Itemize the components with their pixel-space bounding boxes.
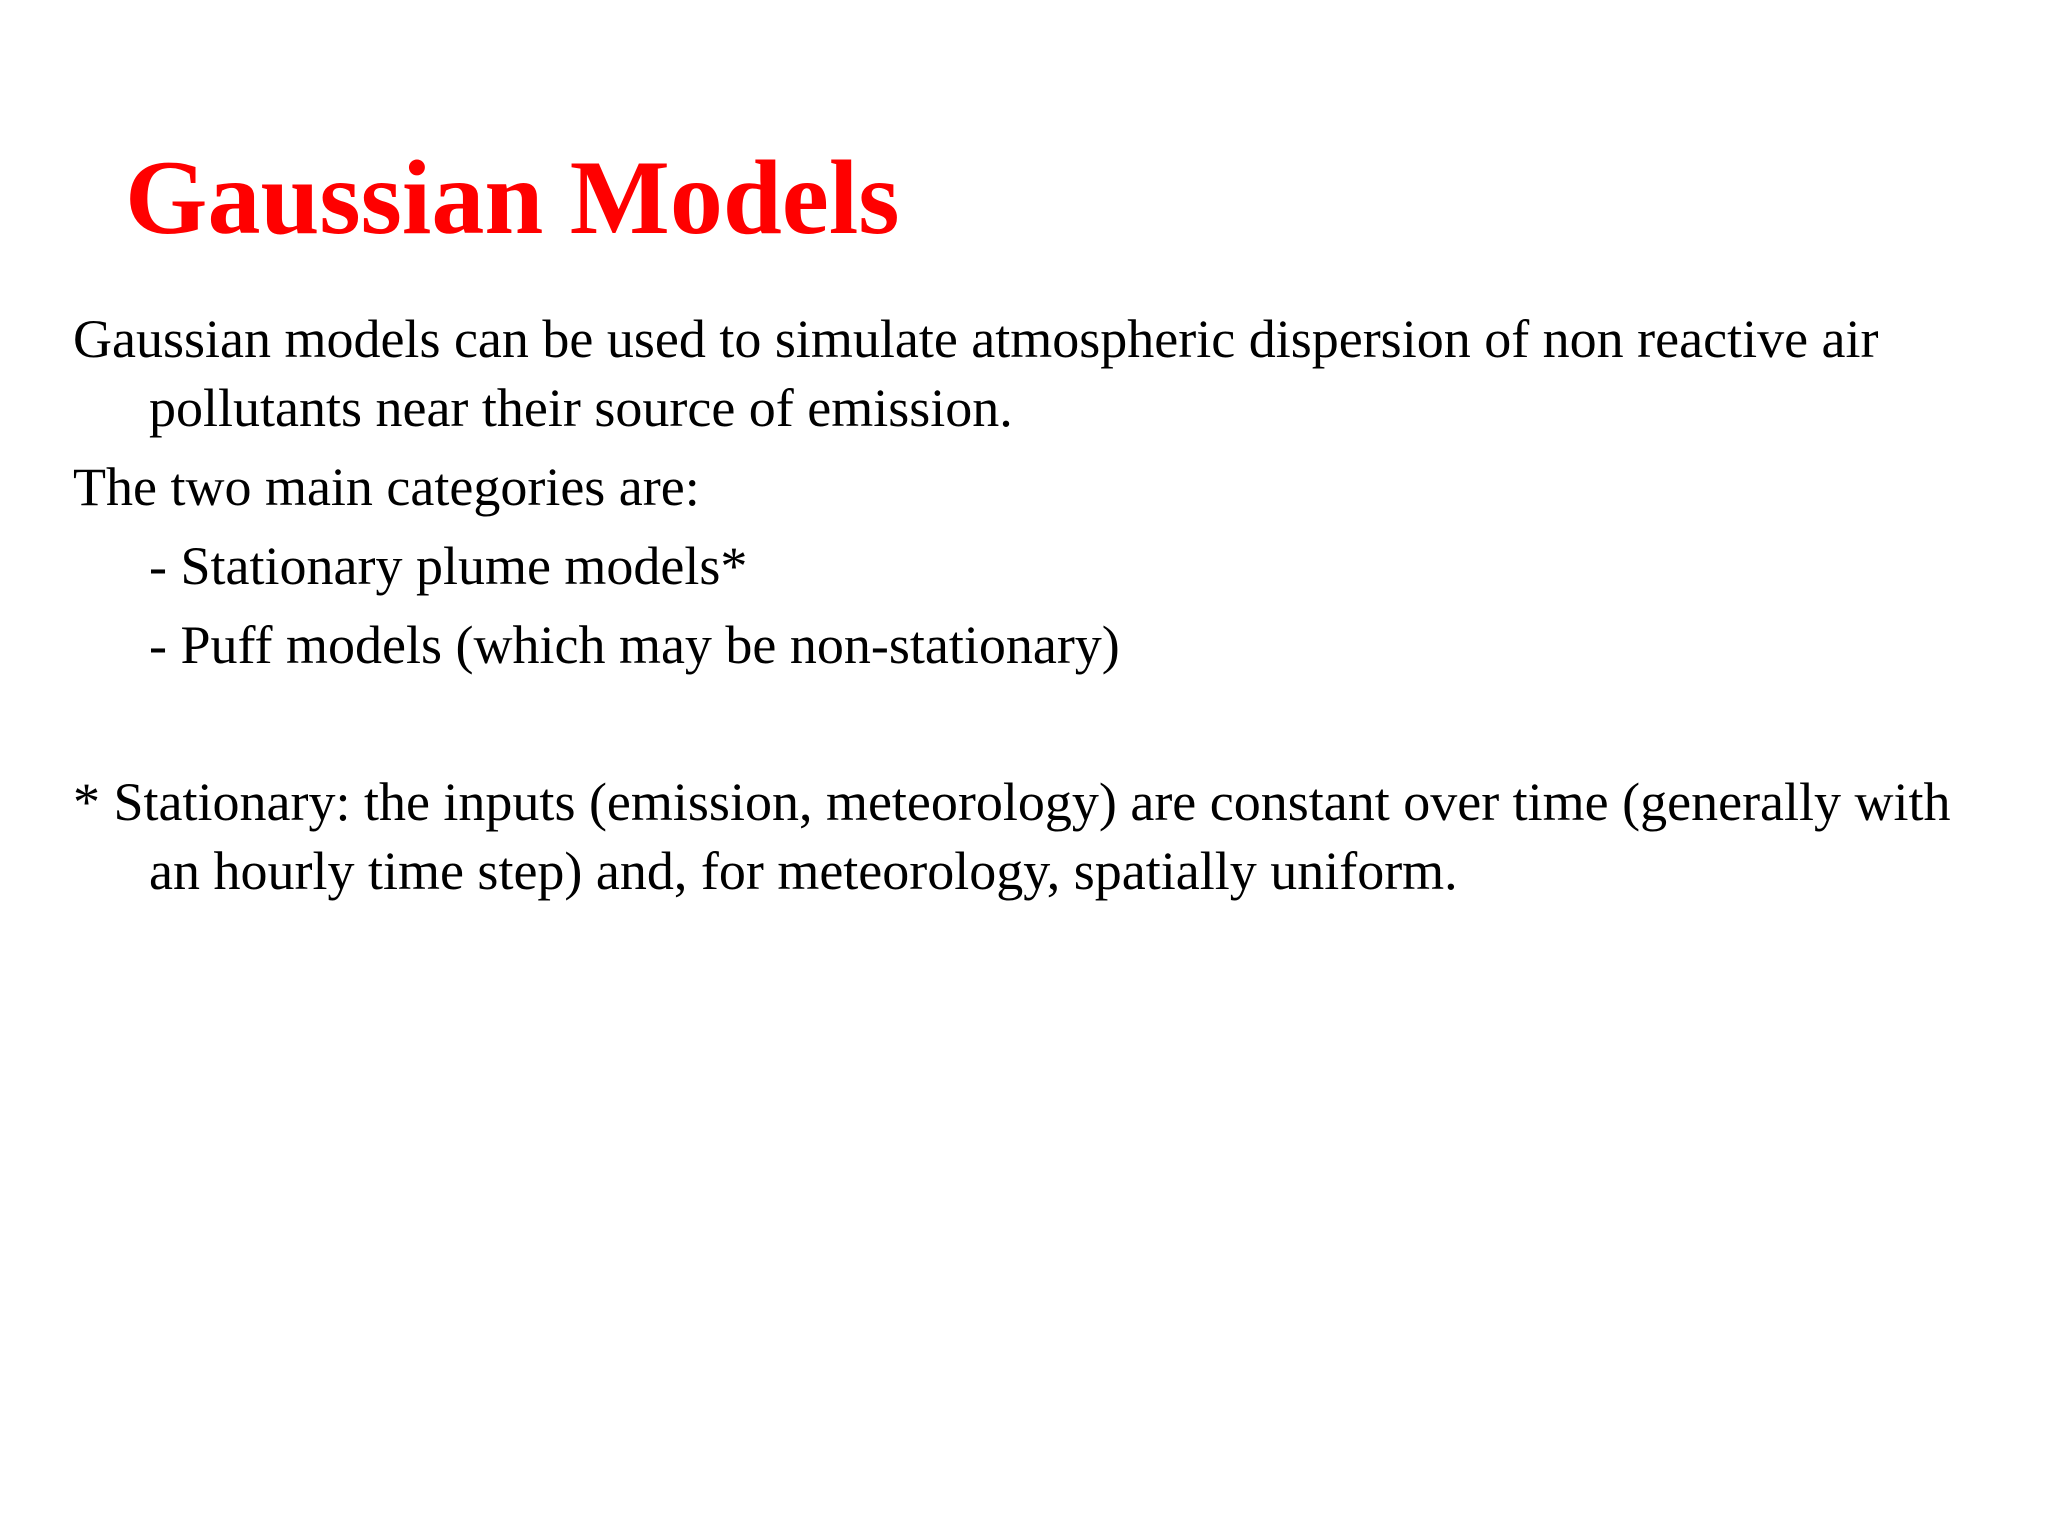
slide-body — [73, 305, 1953, 906]
slide-title: Gaussian Models — [125, 139, 900, 256]
category-item-stationary-plume: - Stationary plume models* — [149, 536, 748, 596]
categories-heading: The two main categories are: — [73, 457, 700, 517]
stationary-footnote: * Stationary: the inputs (emission, meteorology) are constant over time (generally with an hourly time step) and, for meteorology, spatially uniform. — [73, 772, 1951, 901]
intro-paragraph: Gaussian models can be used to simulate atmospheric dispersion of non reactive air pollutants near their source of emission. — [73, 309, 1879, 438]
category-item-puff: - Puff models (which may be non-stationary) — [149, 615, 1120, 675]
